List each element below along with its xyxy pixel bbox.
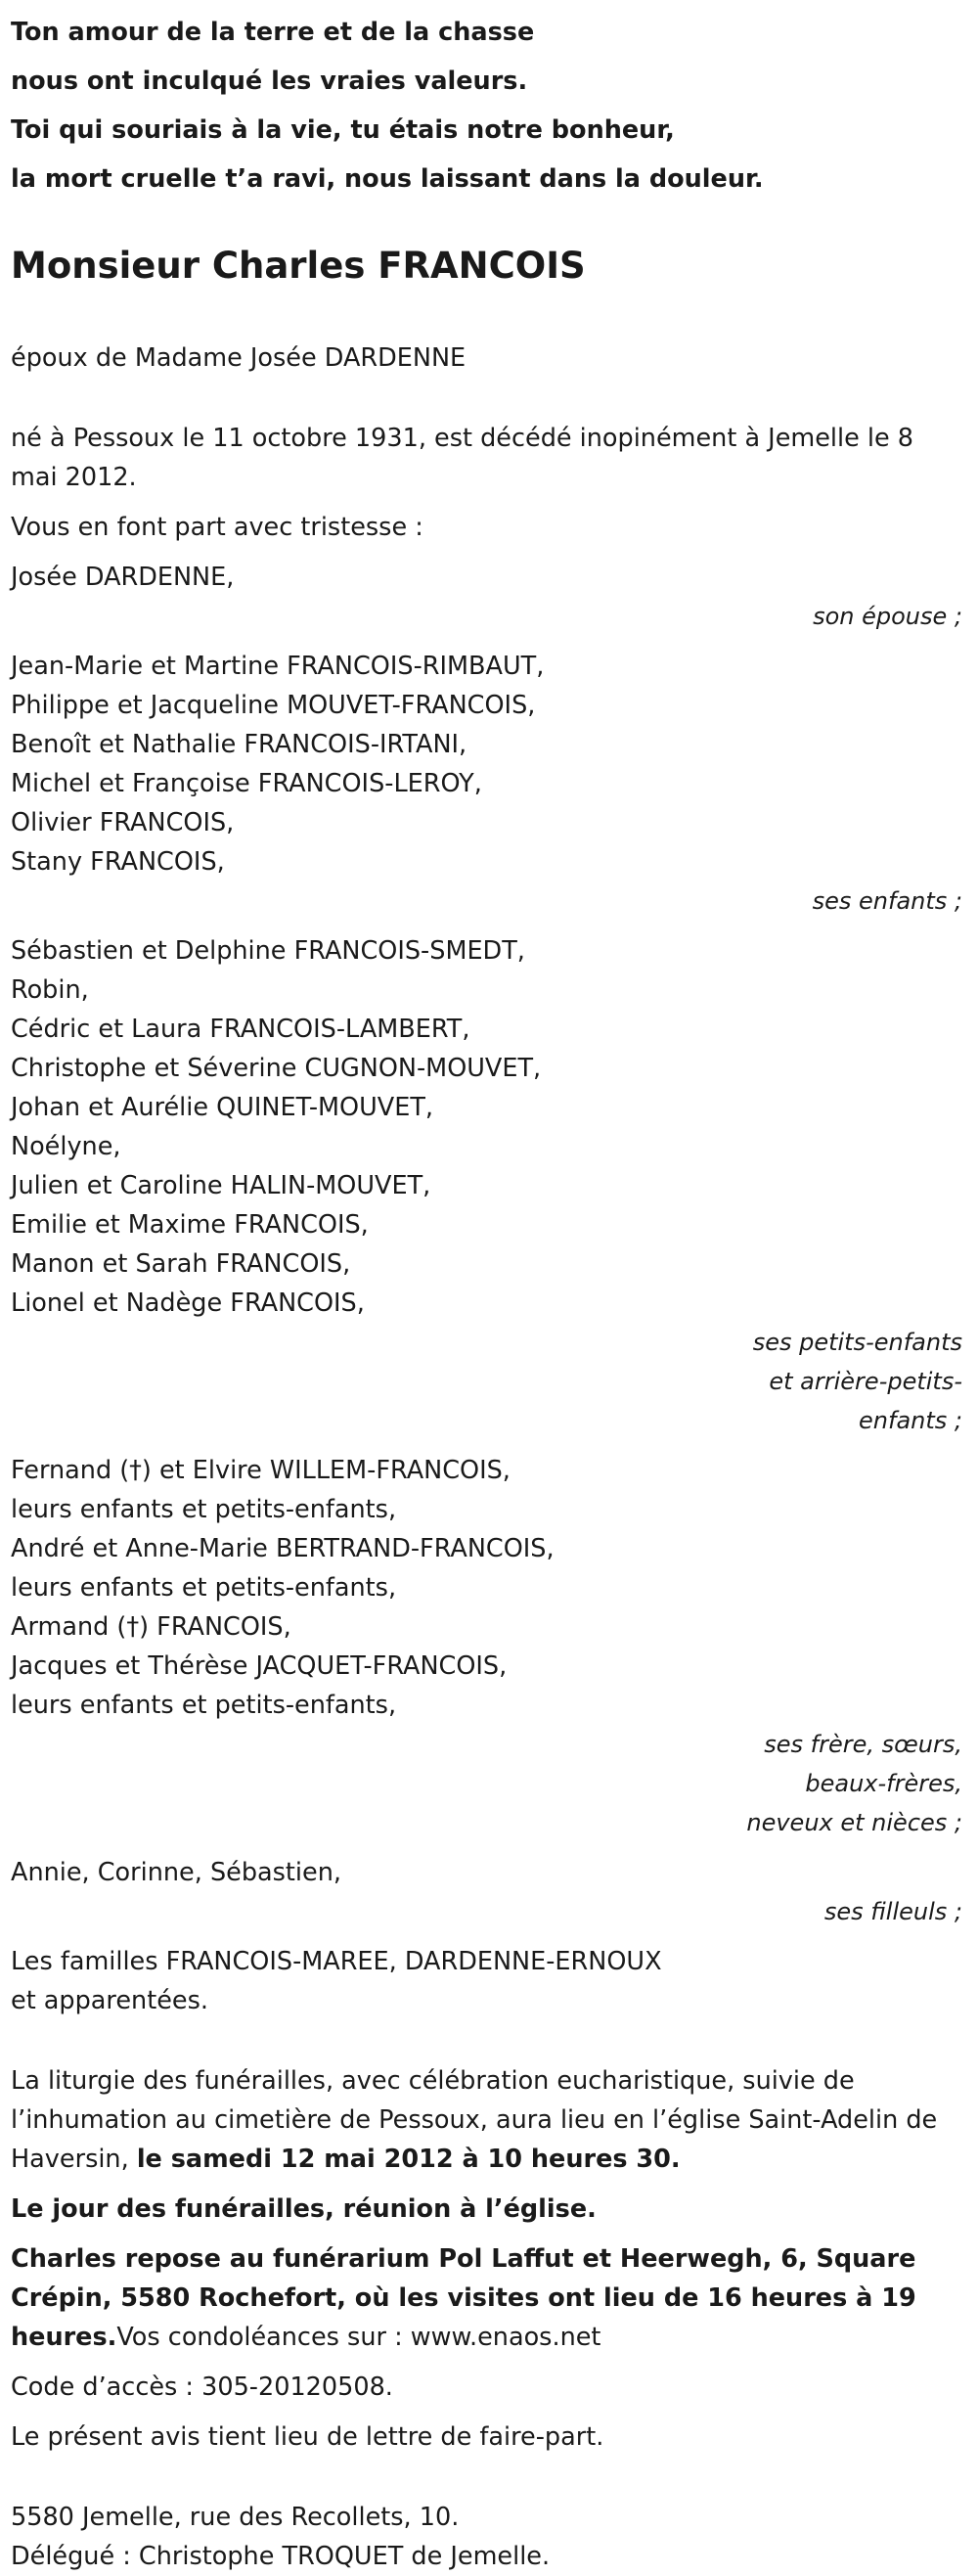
poem-line: Toi qui souriais à la vie, tu étais notre bonheur, [11, 115, 675, 145]
notice-text: Le présent avis tient lieu de lettre de faire-part. [11, 2422, 604, 2452]
family-member: Julien et Caroline HALIN-MOUVET, [11, 1171, 431, 1200]
family-member: Josée DARDENNE, [11, 563, 235, 592]
family-member: Johan et Aurélie QUINET-MOUVET, [11, 1093, 434, 1122]
family-member: Manon et Sarah FRANCOIS, [11, 1249, 351, 1279]
visit-paragraph [11, 2239, 962, 2357]
address-block [11, 2498, 962, 2576]
relation-label: ses petits-enfants [752, 1329, 962, 1356]
poem [11, 8, 962, 203]
family-member: Fernand (†) et Elvire WILLEM-FRANCOIS, [11, 1456, 511, 1485]
relation-label: ses filleuls ; [823, 1898, 962, 1925]
family-group [11, 558, 962, 636]
families-block [11, 1942, 962, 2020]
funeral-text: La liturgie des funérailles, avec célébration eucharistique, suivie de l’inhumation au cimetière de Pessoux, aura lieu en l’église Saint-Adelin de Haversin, [11, 2066, 938, 2174]
family-member: Philippe et Jacqueline MOUVET-FRANCOIS, [11, 691, 536, 720]
funeral-meeting: Le jour des funérailles, réunion à l’église. [11, 2194, 597, 2224]
poem-line: Ton amour de la terre et de la chasse [11, 18, 535, 47]
deceased-name: Monsieur Charles FRANCOIS [11, 245, 586, 287]
visit-text: Charles repose au funérarium Pol Laffut et Heerwegh, 6, Square Crépin, 5580 Rochefort, où les visites ont lieu de 16 heures à 19 heures. [11, 2244, 916, 2352]
family-member: Lionel et Nadège FRANCOIS, [11, 1288, 365, 1318]
families-line-2: et apparentées. [11, 1986, 208, 2015]
announcement-intro: Vous en font part avec tristesse : [11, 513, 423, 542]
family-member: leurs enfants et petits-enfants, [11, 1495, 397, 1524]
funeral-date: le samedi 12 mai 2012 à 10 heures 30. [136, 2145, 681, 2174]
condolences-text: Vos condoléances sur : www.enaos.net [116, 2323, 601, 2352]
family-member: Christophe et Séverine CUGNON-MOUVET, [11, 1054, 542, 1083]
relation-label: neveux et nièces ; [746, 1809, 962, 1836]
family-member: Benoît et Nathalie FRANCOIS-IRTANI, [11, 730, 467, 759]
family-member: Jean-Marie et Martine FRANCOIS-RIMBAUT, [11, 652, 545, 681]
family-group [11, 647, 962, 921]
address-line-2: Délégué : Christophe TROQUET de Jemelle. [11, 2542, 551, 2571]
family-member: leurs enfants et petits-enfants, [11, 1691, 397, 1720]
relation-label: beaux-frères, [805, 1770, 962, 1797]
access-code: Code d’accès : 305-20120508. [11, 2373, 393, 2402]
family-group [11, 1853, 962, 1931]
family-group [11, 1451, 962, 1842]
family-member: Jacques et Thérèse JACQUET-FRANCOIS, [11, 1651, 508, 1681]
family-member: Olivier FRANCOIS, [11, 808, 235, 837]
relation-label: ses enfants ; [812, 887, 962, 915]
spouse-line: époux de Madame Josée DARDENNE [11, 343, 467, 373]
family-member: Armand (†) FRANCOIS, [11, 1612, 291, 1642]
poem-line: la mort cruelle t’a ravi, nous laissant dans la douleur. [11, 164, 764, 194]
relation-label: et arrière-petits- [769, 1368, 962, 1395]
family-member: Michel et Françoise FRANCOIS-LEROY, [11, 769, 482, 798]
relation-label: ses frère, sœurs, [764, 1731, 962, 1758]
relation-label: son épouse ; [813, 603, 962, 630]
family-member: Stany FRANCOIS, [11, 847, 225, 877]
address-line-1: 5580 Jemelle, rue des Recollets, 10. [11, 2503, 460, 2532]
poem-line: nous ont inculqué les vraies valeurs. [11, 67, 528, 96]
family-member: Sébastien et Delphine FRANCOIS-SMEDT, [11, 936, 525, 966]
funeral-paragraph [11, 2061, 962, 2179]
family-member: Robin, [11, 975, 89, 1005]
birth-death-line: né à Pessoux le 11 octobre 1931, est décédé inopinément à Jemelle le 8 mai 2012. [11, 424, 913, 492]
family-member: André et Anne-Marie BERTRAND-FRANCOIS, [11, 1534, 555, 1563]
relation-label: enfants ; [859, 1407, 962, 1434]
family-member: Noélyne, [11, 1132, 121, 1161]
family-groups [11, 558, 962, 1931]
family-member: Cédric et Laura FRANCOIS-LAMBERT, [11, 1015, 470, 1044]
family-member: Emilie et Maxime FRANCOIS, [11, 1210, 369, 1240]
family-member: leurs enfants et petits-enfants, [11, 1573, 397, 1603]
family-group [11, 931, 962, 1440]
family-member: Annie, Corinne, Sébastien, [11, 1858, 341, 1887]
families-line-1: Les familles FRANCOIS-MAREE, DARDENNE-ERNOUX [11, 1947, 662, 1976]
